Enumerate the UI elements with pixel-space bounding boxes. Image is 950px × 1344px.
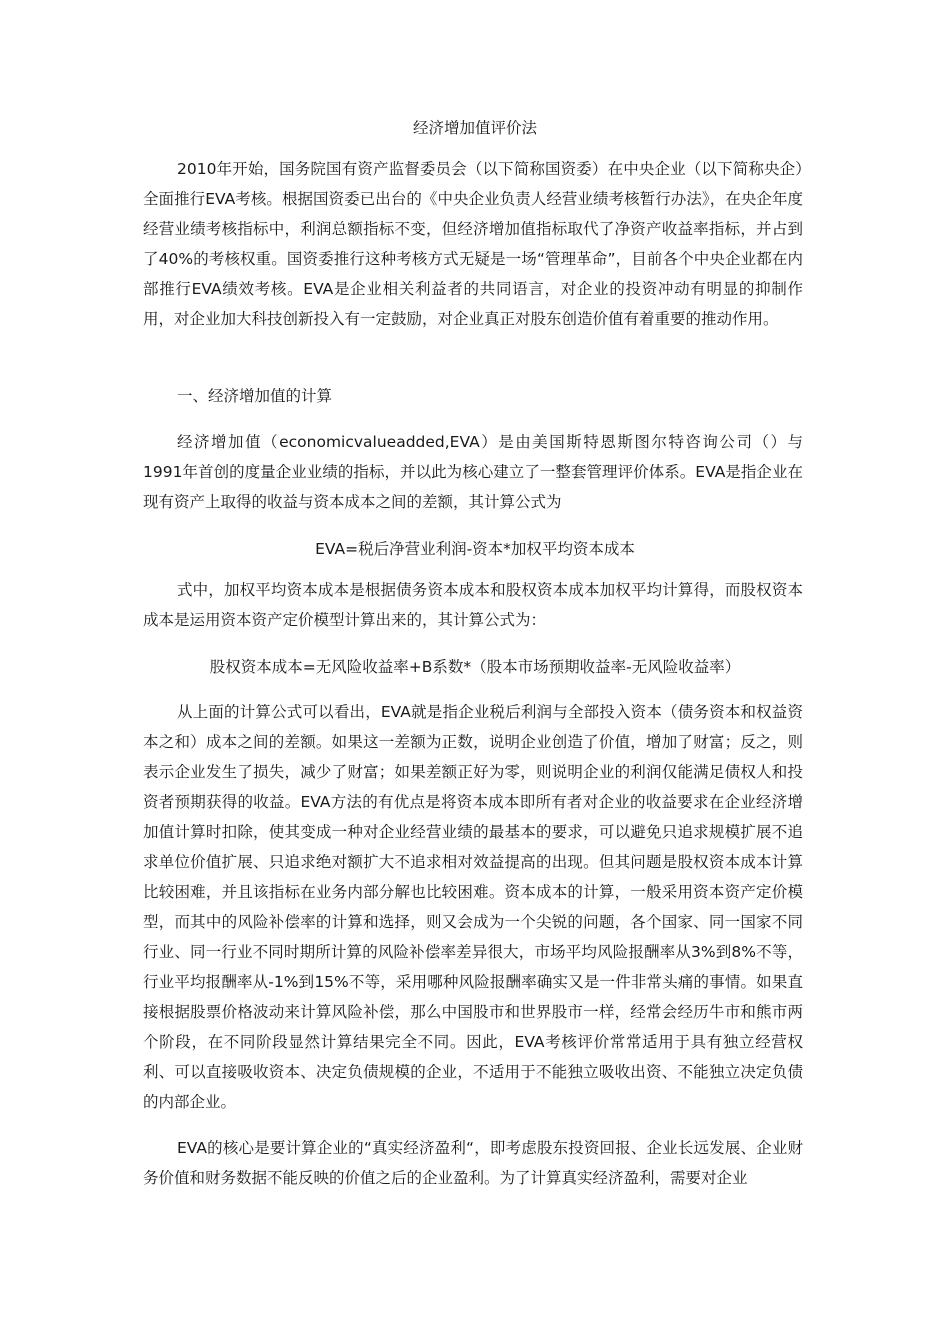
formula-eva: EVA=税后净营业利润-资本*加权平均资本成本 — [315, 540, 635, 558]
paragraph-analysis: 从上面的计算公式可以看出，EVA就是指企业税后利润与全部投入资本（债务资本和权益资本之和）成本之间的差额。如果这一差额为正数，说明企业创造了价值，增加了财富；反之，则表示企业发生了损失，减少了财富；如果差额正好为零，则说明企业的利润仅能满足债权人和投资者预期获得的收益。EVA方法的有优点是将资本成本即所有者对企业的收益要求在企业经济增加值计算时扣除，使其变成一种对企业经营业绩的最基本的要求，可以避免只追求规模扩展不追求单位价值扩展、只追求绝对额扩大不追求相对效益提高的出现。但其问题是股权资本成本计算比较困难，并且该指标在业务内部分解也比较困难。资本成本的计算，一般采用资本资产定价模型，而其中的风险补偿率的计算和选择，则又会成为一个尖锐的问题，各个国家、同一国家不同行业、同一行业不同时期所计算的风险补偿率差异很大，市场平均风险报酬率从3%到8%不等，行业平均报酬率从-1%到15%不等，采用哪种风险报酬率确实又是一件非常头痛的事情。如果直接根据股票价格波动来计算风险补偿，那么中国股市和世界股市一样，经常会经历牛市和熊市两个阶段，在不同阶段显然计算结果完全不同。因此，EVA考核评价常常适用于具有独立经营权利、可以直接吸收资本、决定负债规模的企业，不适用于不能独立吸收出资、不能独立决定负债的内部企业。 — [143, 703, 803, 1111]
paragraph-core: EVA的核心是要计算企业的“真实经济盈利“，即考虑股东投资回报、企业长远发展、企业财务价值和财务数据不能反映的价值之后的企业盈利。为了计算真实经济盈利，需要对企业 — [143, 1139, 803, 1187]
section-heading: 一、经济增加值的计算 — [177, 387, 333, 405]
document-title: 经济增加值评价法 — [412, 119, 537, 137]
paragraph-definition: 经济增加值（economicvalueadded,EVA）是由美国斯特恩斯图尔特咨询公司（）与1991年首创的度量企业业绩的指标，并以此为核心建立了一整套管理评价体系。EVA是指企业在现有资产上取得的收益与资本成本之间的差额，其计算公式为 — [143, 433, 803, 511]
paragraph-wacc: 式中，加权平均资本成本是根据债务资本成本和股权资本成本加权平均计算得，而股权资本成本是运用资本资产定价模型计算出来的，其计算公式为： — [143, 581, 803, 629]
formula-equity-cost: 股权资本成本=无风险收益率+B系数*（股本市场预期收益率-无风险收益率） — [209, 658, 741, 676]
paragraph-intro: 2010年开始，国务院国有资产监督委员会（以下简称国资委）在中央企业（以下简称央企）全面推行EVA考核。根据国资委已出台的《中央企业负责人经营业绩考核暂行办法》，在央企年度经营业绩考核指标中，利润总额指标不变，但经济增加值指标取代了净资产收益率指标，并占到了40%的考核权重。国资委推行这种考核方式无疑是一场“管理革命”，目前各个中央企业都在内部推行EVA绩效考核。EVA是企业相关利益者的共同语言，对企业的投资冲动有明显的抑制作用，对企业加大科技创新投入有一定鼓励，对企业真正对股东创造价值有着重要的推动作用。 — [143, 160, 803, 328]
